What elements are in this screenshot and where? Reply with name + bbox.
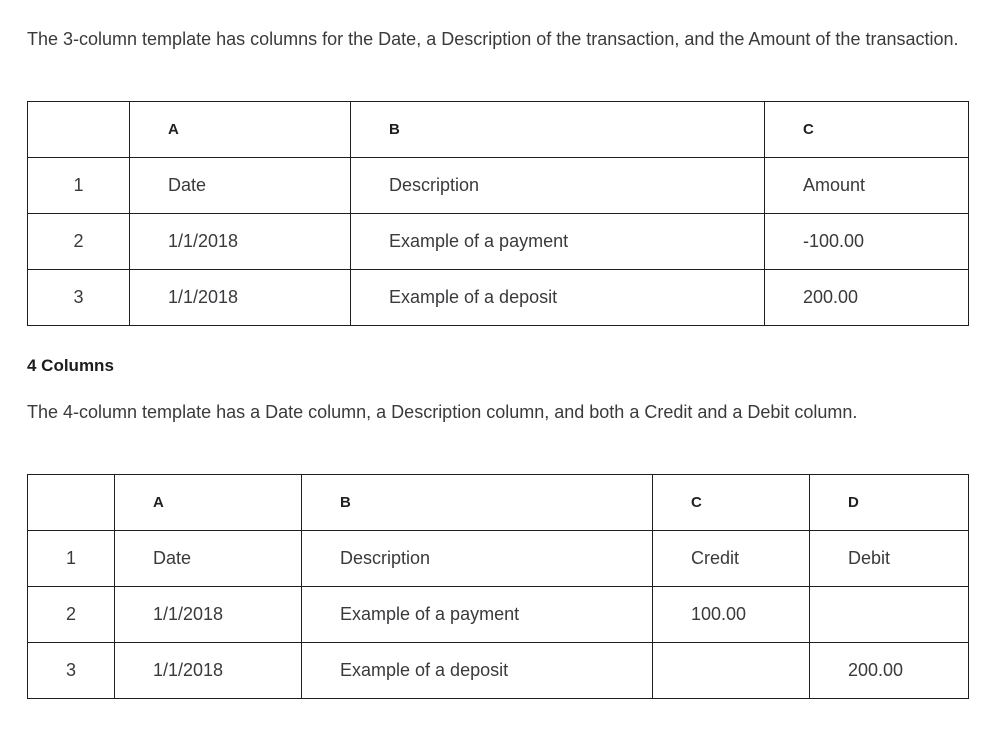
column-header-b: B (351, 102, 765, 158)
date-cell: Date (130, 158, 351, 214)
four-column-template-table (27, 474, 969, 699)
table-row (28, 587, 969, 643)
debit-cell: 200.00 (810, 643, 969, 699)
row-number-cell: 3 (28, 643, 115, 699)
debit-cell: Debit (810, 531, 969, 587)
column-header-a: A (130, 102, 351, 158)
date-cell: 1/1/2018 (115, 643, 302, 699)
corner-header-cell (28, 475, 115, 531)
row-number-cell: 2 (28, 214, 130, 270)
date-cell: 1/1/2018 (115, 587, 302, 643)
intro-paragraph-3col: The 3-column template has columns for the Date, a Description of the transaction, and the Amount of the transaction. (27, 29, 959, 49)
intro-paragraph-4col: The 4-column template has a Date column, a Description column, and both a Credit and a Debit column. (27, 402, 858, 422)
column-header-b: B (302, 475, 653, 531)
table-row (28, 270, 969, 326)
description-cell: Example of a payment (351, 214, 765, 270)
amount-cell: -100.00 (765, 214, 969, 270)
column-header-c: C (765, 102, 969, 158)
row-number-cell: 1 (28, 158, 130, 214)
credit-cell: Credit (653, 531, 810, 587)
table-row (28, 531, 969, 587)
column-header-a: A (115, 475, 302, 531)
amount-cell: Amount (765, 158, 969, 214)
description-cell: Example of a deposit (302, 643, 653, 699)
amount-cell: 200.00 (765, 270, 969, 326)
date-cell: 1/1/2018 (130, 270, 351, 326)
section-heading-4-columns: 4 Columns (27, 356, 114, 375)
row-number-cell: 3 (28, 270, 130, 326)
table-row (28, 214, 969, 270)
three-column-template-table (27, 101, 969, 326)
corner-header-cell (28, 102, 130, 158)
description-cell: Description (351, 158, 765, 214)
date-cell: 1/1/2018 (130, 214, 351, 270)
credit-cell (653, 643, 810, 699)
column-header-d: D (810, 475, 969, 531)
row-number-cell: 2 (28, 587, 115, 643)
debit-cell (810, 587, 969, 643)
credit-cell: 100.00 (653, 587, 810, 643)
table-row (28, 158, 969, 214)
table-row (28, 643, 969, 699)
description-cell: Example of a deposit (351, 270, 765, 326)
description-cell: Example of a payment (302, 587, 653, 643)
column-header-c: C (653, 475, 810, 531)
description-cell: Description (302, 531, 653, 587)
table-header-row (28, 102, 969, 158)
date-cell: Date (115, 531, 302, 587)
row-number-cell: 1 (28, 531, 115, 587)
table-header-row (28, 475, 969, 531)
